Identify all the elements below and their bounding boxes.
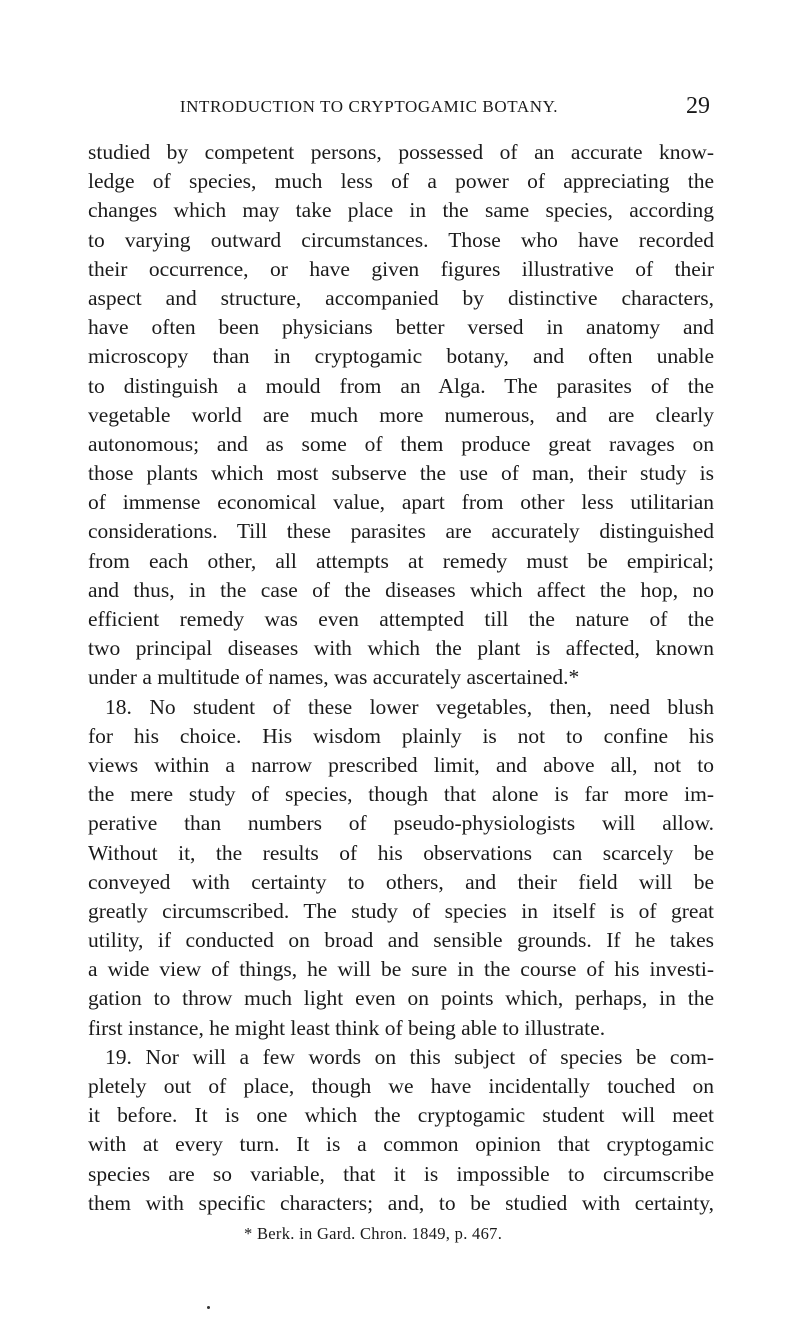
text-line: the mere study of species, though that alone is far more im- <box>88 782 714 807</box>
text-line: considerations. Till these parasites are accurately distinguished <box>88 519 714 544</box>
text-line: gation to throw much light even on points which, perhaps, in the <box>88 986 714 1011</box>
text-line: vegetable world are much more numerous, and are clearly <box>88 402 714 427</box>
text-line: autonomous; and as some of them produce great ravages on <box>88 431 714 456</box>
text-line: those plants which most subserve the use of man, their study is <box>88 461 714 486</box>
text-line: greatly circumscribed. The study of species in itself is of great <box>88 898 714 923</box>
body-text <box>88 138 714 1218</box>
text-line: species are so variable, that it is impossible to circumscribe <box>88 1161 714 1186</box>
paragraph-19-start: 19. Nor will a few words on this subject of species be com- <box>105 1044 714 1069</box>
running-header <box>88 93 710 123</box>
text-line: studied by competent persons, possessed of an accurate know- <box>88 140 714 164</box>
page-number: 29 <box>686 93 710 119</box>
text-line: their occurrence, or have given figures illustrative of their <box>88 256 714 281</box>
text-line: aspect and structure, accompanied by distinctive characters, <box>88 285 714 310</box>
text-line: and thus, in the case of the diseases which affect the hop, no <box>88 577 714 602</box>
text-line: efficient remedy was even attempted till the nature of the <box>88 607 714 631</box>
text-line: under a multitude of names, was accurately ascertained.* <box>88 665 580 690</box>
text-line: to distinguish a mould from an Alga. The parasites of the <box>88 373 714 398</box>
text-line: ledge of species, much less of a power of appreciating the <box>88 169 714 194</box>
text-line: microscopy than in cryptogamic botany, and often unable <box>88 344 714 369</box>
text-line: changes which may take place in the same species, according <box>88 198 714 223</box>
text-line: for his choice. His wisdom plainly is not to confine his <box>88 723 714 748</box>
text-line: of immense economical value, apart from other less utilitarian <box>88 490 714 515</box>
text-line: two principal diseases with which the plant is affected, known <box>88 636 714 661</box>
text-line: them with specific characters; and, to be studied with certainty, <box>88 1190 714 1215</box>
text-line: first instance, he might least think of being able to illustrate. <box>88 1015 606 1040</box>
text-line: perative than numbers of pseudo-physiologists will allow. <box>88 811 714 836</box>
text-line: pletely out of place, though we have incidentally touched on <box>88 1074 714 1098</box>
text-line: from each other, all attempts at remedy must be empirical; <box>88 548 714 573</box>
text-line: it before. It is one which the cryptogamic student will meet <box>88 1103 714 1128</box>
footnote: * Berk. in Gard. Chron. 1849, p. 467. <box>244 1224 503 1243</box>
text-line: Without it, the results of his observations can scarcely be <box>88 840 714 865</box>
running-title: INTRODUCTION TO CRYPTOGAMIC BOTANY. <box>179 97 559 116</box>
print-speck <box>207 1306 210 1309</box>
text-line: to varying outward circumstances. Those who have recorded <box>88 227 714 252</box>
text-line: a wide view of things, he will be sure in the course of his investi- <box>88 957 714 982</box>
text-line: have often been physicians better versed in anatomy and <box>88 315 714 340</box>
text-line: with at every turn. It is a common opinion that cryptogamic <box>88 1132 714 1157</box>
text-line: views within a narrow prescribed limit, and above all, not to <box>88 752 714 777</box>
text-line: utility, if conducted on broad and sensible grounds. If he takes <box>88 928 714 953</box>
paragraph-18-start: 18. No student of these lower vegetables, then, need blush <box>105 694 714 719</box>
text-line: conveyed with certainty to others, and their field will be <box>88 869 714 894</box>
